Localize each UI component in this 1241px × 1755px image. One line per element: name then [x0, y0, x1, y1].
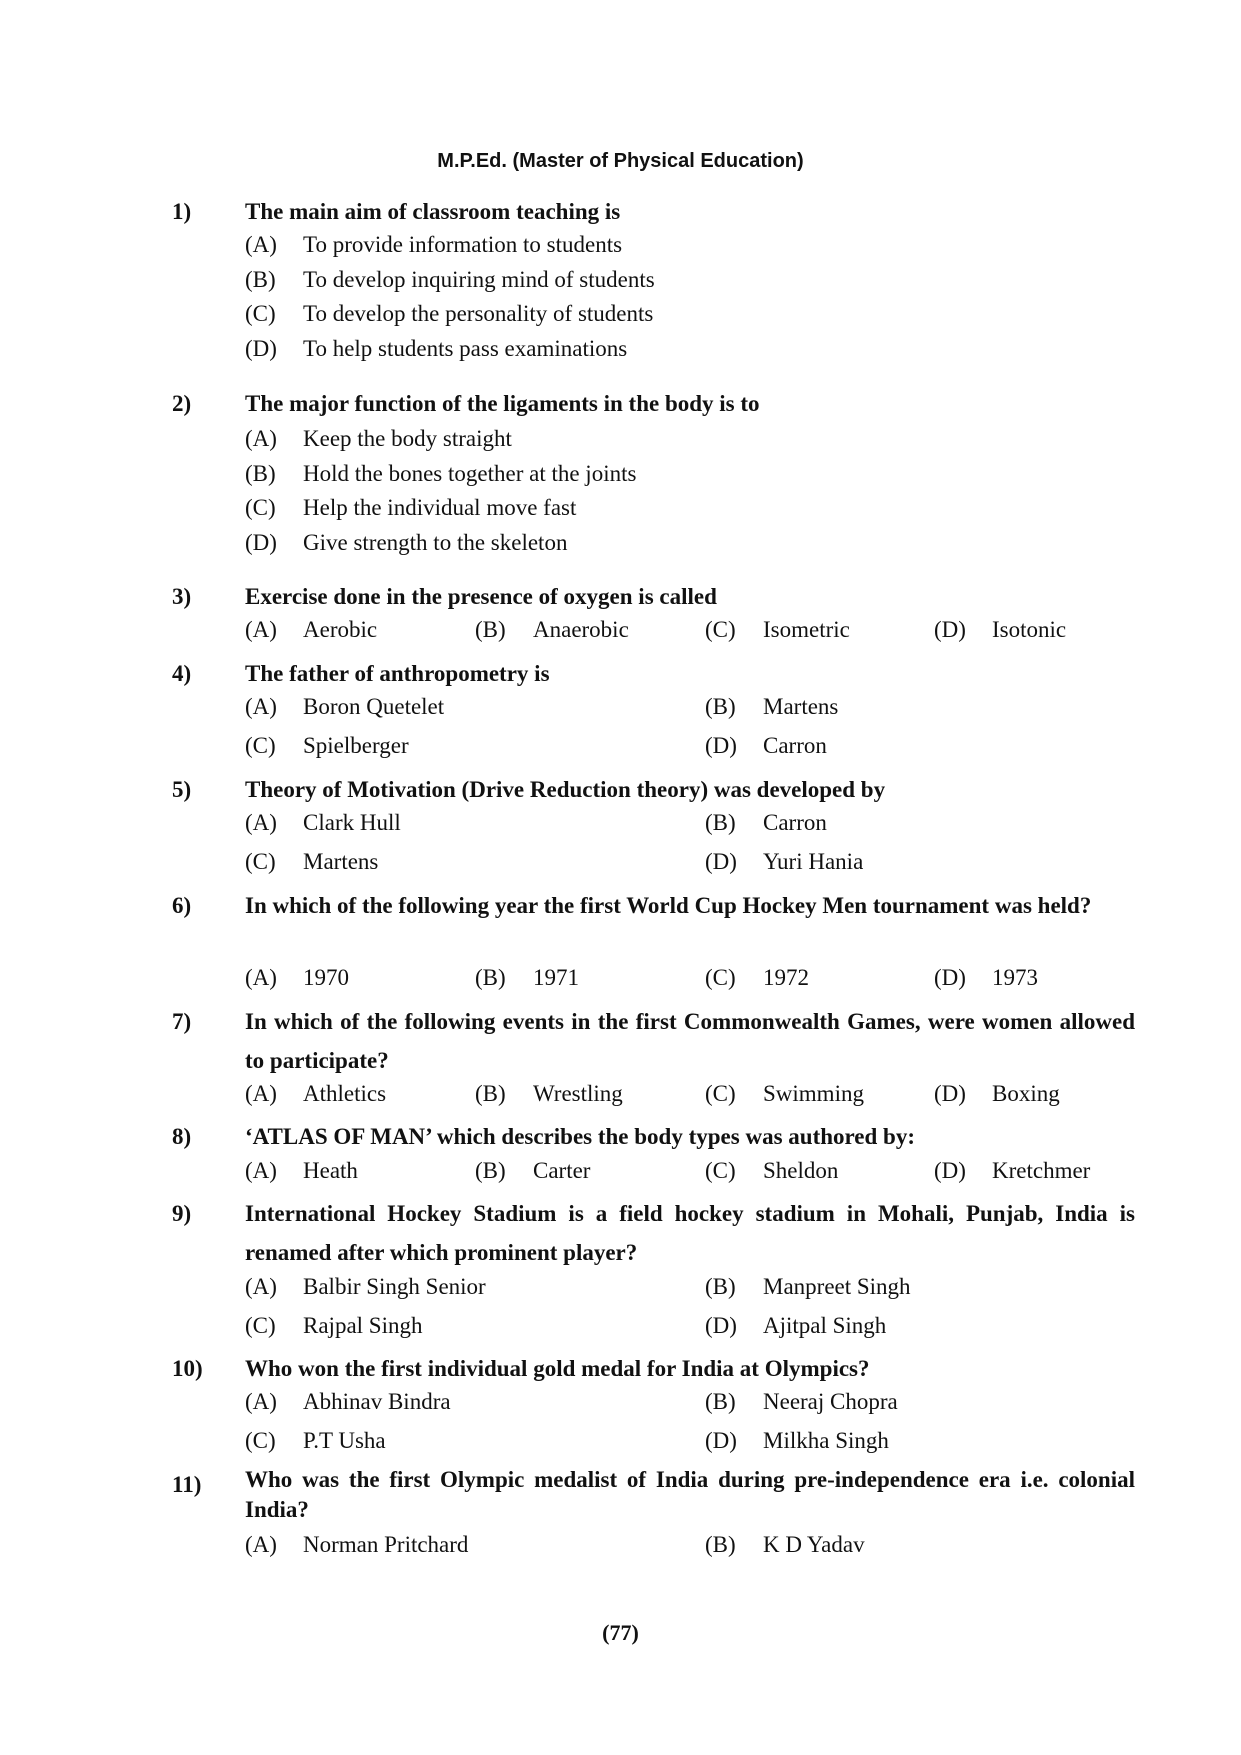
question-number: 4) — [172, 661, 192, 686]
option-c — [245, 847, 378, 877]
option-b — [705, 692, 838, 722]
option-label: (C) — [705, 1158, 736, 1183]
option-d — [245, 334, 627, 364]
option-text: Spielberger — [303, 732, 409, 758]
option-b — [705, 1530, 865, 1560]
option-label: (A) — [245, 1389, 277, 1414]
option-d — [705, 731, 827, 761]
option-label: (B) — [245, 266, 276, 292]
option-label: (B) — [705, 1274, 736, 1299]
option-label: (B) — [475, 617, 506, 642]
option-text: Rajpal Singh — [303, 1312, 423, 1338]
option-label: (A) — [245, 1158, 277, 1183]
option-c — [705, 963, 809, 993]
option-text: 1971 — [533, 965, 579, 990]
option-text: 1970 — [303, 965, 349, 990]
option-label: (D) — [934, 1081, 966, 1106]
option-b — [705, 1387, 898, 1417]
question-number: 8) — [172, 1124, 192, 1149]
question-text: The father of anthropometry is — [245, 661, 550, 686]
option-d — [934, 963, 1038, 993]
option-label: (B) — [705, 810, 736, 835]
option-text: Milkha Singh — [763, 1427, 889, 1453]
option-c — [245, 493, 576, 523]
option-text: Wrestling — [533, 1081, 623, 1106]
option-b — [475, 1079, 623, 1109]
option-a — [245, 963, 349, 993]
option-b — [475, 963, 579, 993]
option-label: (D) — [705, 1427, 737, 1453]
option-text: Martens — [303, 848, 379, 874]
page-number: (77) — [602, 1620, 639, 1645]
option-text: To develop the personality of students — [303, 301, 654, 327]
option-label: (D) — [934, 1158, 966, 1183]
option-label: (C) — [245, 1312, 276, 1338]
option-d — [705, 847, 863, 877]
option-text: K D Yadav — [763, 1532, 865, 1557]
option-a — [245, 1272, 486, 1302]
option-text: 1973 — [992, 965, 1038, 990]
question-number: 7) — [172, 1009, 192, 1034]
option-label: (A) — [245, 232, 277, 257]
option-label: (A) — [245, 810, 277, 835]
option-text: Ajitpal Singh — [763, 1312, 887, 1338]
question-number: 1) — [172, 199, 192, 224]
option-text: Kretchmer — [992, 1158, 1091, 1183]
option-text: To help students pass examinations — [303, 336, 628, 362]
option-text: Anaerobic — [533, 617, 629, 642]
option-c — [245, 1311, 422, 1341]
option-label: (B) — [475, 1158, 506, 1183]
option-text: Norman Pritchard — [303, 1532, 469, 1557]
question-number: 6) — [172, 893, 192, 918]
option-label: (C) — [245, 495, 276, 521]
option-text: Aerobic — [303, 617, 378, 642]
option-text: Give strength to the skeleton — [303, 530, 568, 556]
option-label: (C) — [245, 301, 276, 327]
option-a — [245, 1530, 468, 1560]
option-d — [705, 1311, 886, 1341]
question-text: International Hockey Stadium is a field hockey stadium in Mohali, Punjab, India is renamed after which prominent player? — [245, 1201, 1135, 1265]
option-d — [245, 528, 567, 558]
option-text: Manpreet Singh — [763, 1274, 911, 1299]
question-text: Theory of Motivation (Drive Reduction theory) was developed by — [245, 777, 886, 802]
option-text: Balbir Singh Senior — [303, 1274, 486, 1299]
option-text: Hold the bones together at the joints — [303, 460, 637, 486]
question-number: 9) — [172, 1201, 192, 1226]
option-b — [245, 265, 655, 295]
option-text: Keep the body straight — [303, 426, 512, 451]
option-label: (C) — [705, 1081, 736, 1106]
option-a — [245, 1079, 386, 1109]
option-label: (D) — [934, 965, 966, 990]
option-a — [245, 692, 444, 722]
option-d — [934, 615, 1066, 645]
option-b — [475, 615, 629, 645]
option-label: (B) — [705, 1389, 736, 1414]
option-text: Neeraj Chopra — [763, 1389, 898, 1414]
option-text: Clark Hull — [303, 810, 401, 835]
option-c — [705, 1079, 864, 1109]
option-label: (D) — [934, 617, 966, 642]
question-text: The main aim of classroom teaching is — [245, 199, 621, 224]
option-label: (C) — [245, 732, 276, 758]
question-number: 11) — [172, 1472, 202, 1497]
option-label: (A) — [245, 426, 277, 451]
option-b — [475, 1156, 590, 1186]
option-b — [705, 808, 827, 838]
option-text: Sheldon — [763, 1158, 839, 1183]
option-text: Carron — [763, 732, 827, 758]
option-label: (D) — [705, 848, 737, 874]
question-text: In which of the following year the first World Cup Hockey Men tournament was held? — [245, 893, 1092, 918]
option-text: To provide information to students — [303, 232, 623, 257]
question-number: 2) — [172, 391, 192, 416]
page-header: M.P.Ed. (Master of Physical Education) — [437, 150, 804, 172]
option-text: Carron — [763, 810, 827, 835]
option-a — [245, 808, 401, 838]
option-text: Heath — [303, 1158, 358, 1183]
option-label: (A) — [245, 1274, 277, 1299]
option-c — [705, 615, 850, 645]
option-text: Abhinav Bindra — [303, 1389, 451, 1414]
option-text: Isotonic — [992, 617, 1067, 642]
question-number: 3) — [172, 584, 192, 609]
question-text: Who was the first Olympic medalist of India during pre-independence era i.e. colonial India? — [245, 1467, 1135, 1522]
option-label: (C) — [245, 848, 276, 874]
option-label: (D) — [245, 336, 277, 362]
option-text: Boxing — [992, 1081, 1060, 1106]
option-d — [934, 1079, 1060, 1109]
option-label: (A) — [245, 965, 277, 990]
option-text: Swimming — [763, 1081, 864, 1106]
option-label: (A) — [245, 617, 277, 642]
option-label: (B) — [705, 1532, 736, 1557]
option-b — [245, 459, 636, 489]
option-text: To develop inquiring mind of students — [303, 266, 655, 292]
option-c — [245, 1426, 386, 1456]
option-text: Yuri Hania — [763, 848, 864, 874]
option-label: (B) — [475, 1081, 506, 1106]
option-label: (B) — [475, 965, 506, 990]
option-text: Athletics — [303, 1081, 387, 1106]
option-a — [245, 615, 377, 645]
question-text: Who won the first individual gold medal for India at Olympics? — [245, 1356, 870, 1381]
option-label: (A) — [245, 1532, 277, 1557]
option-d — [934, 1156, 1090, 1186]
option-label: (D) — [705, 1312, 737, 1338]
option-label: (C) — [705, 965, 736, 990]
option-label: (C) — [245, 1427, 276, 1453]
option-label: (C) — [705, 617, 736, 642]
option-text: Martens — [763, 694, 839, 719]
option-b — [705, 1272, 911, 1302]
question-text: Exercise done in the presence of oxygen is called — [245, 584, 717, 609]
option-c — [705, 1156, 838, 1186]
question-text: ‘ATLAS OF MAN’ which describes the body types was authored by: — [245, 1124, 916, 1149]
question-number: 10) — [172, 1356, 203, 1381]
question-number: 5) — [172, 777, 192, 802]
option-label: (D) — [705, 732, 737, 758]
option-d — [705, 1426, 889, 1456]
option-text: P.T Usha — [303, 1427, 386, 1453]
option-text: 1972 — [763, 965, 809, 990]
option-label: (B) — [705, 694, 736, 719]
option-text: Boron Quetelet — [303, 694, 445, 719]
option-a — [245, 1387, 451, 1417]
option-label: (B) — [245, 460, 276, 486]
option-c — [245, 299, 653, 329]
option-text: Help the individual move fast — [303, 495, 577, 521]
option-a — [245, 1156, 358, 1186]
option-text: Carter — [533, 1158, 591, 1183]
option-a — [245, 424, 512, 454]
question-text: The major function of the ligaments in the body is to — [245, 391, 760, 416]
option-a — [245, 230, 622, 260]
option-text: Isometric — [763, 617, 850, 642]
option-label: (A) — [245, 1081, 277, 1106]
option-label: (D) — [245, 530, 277, 556]
question-text: In which of the following events in the first Commonwealth Games, were women allowed to participate? — [245, 1009, 1135, 1073]
option-c — [245, 731, 409, 761]
option-label: (A) — [245, 694, 277, 719]
